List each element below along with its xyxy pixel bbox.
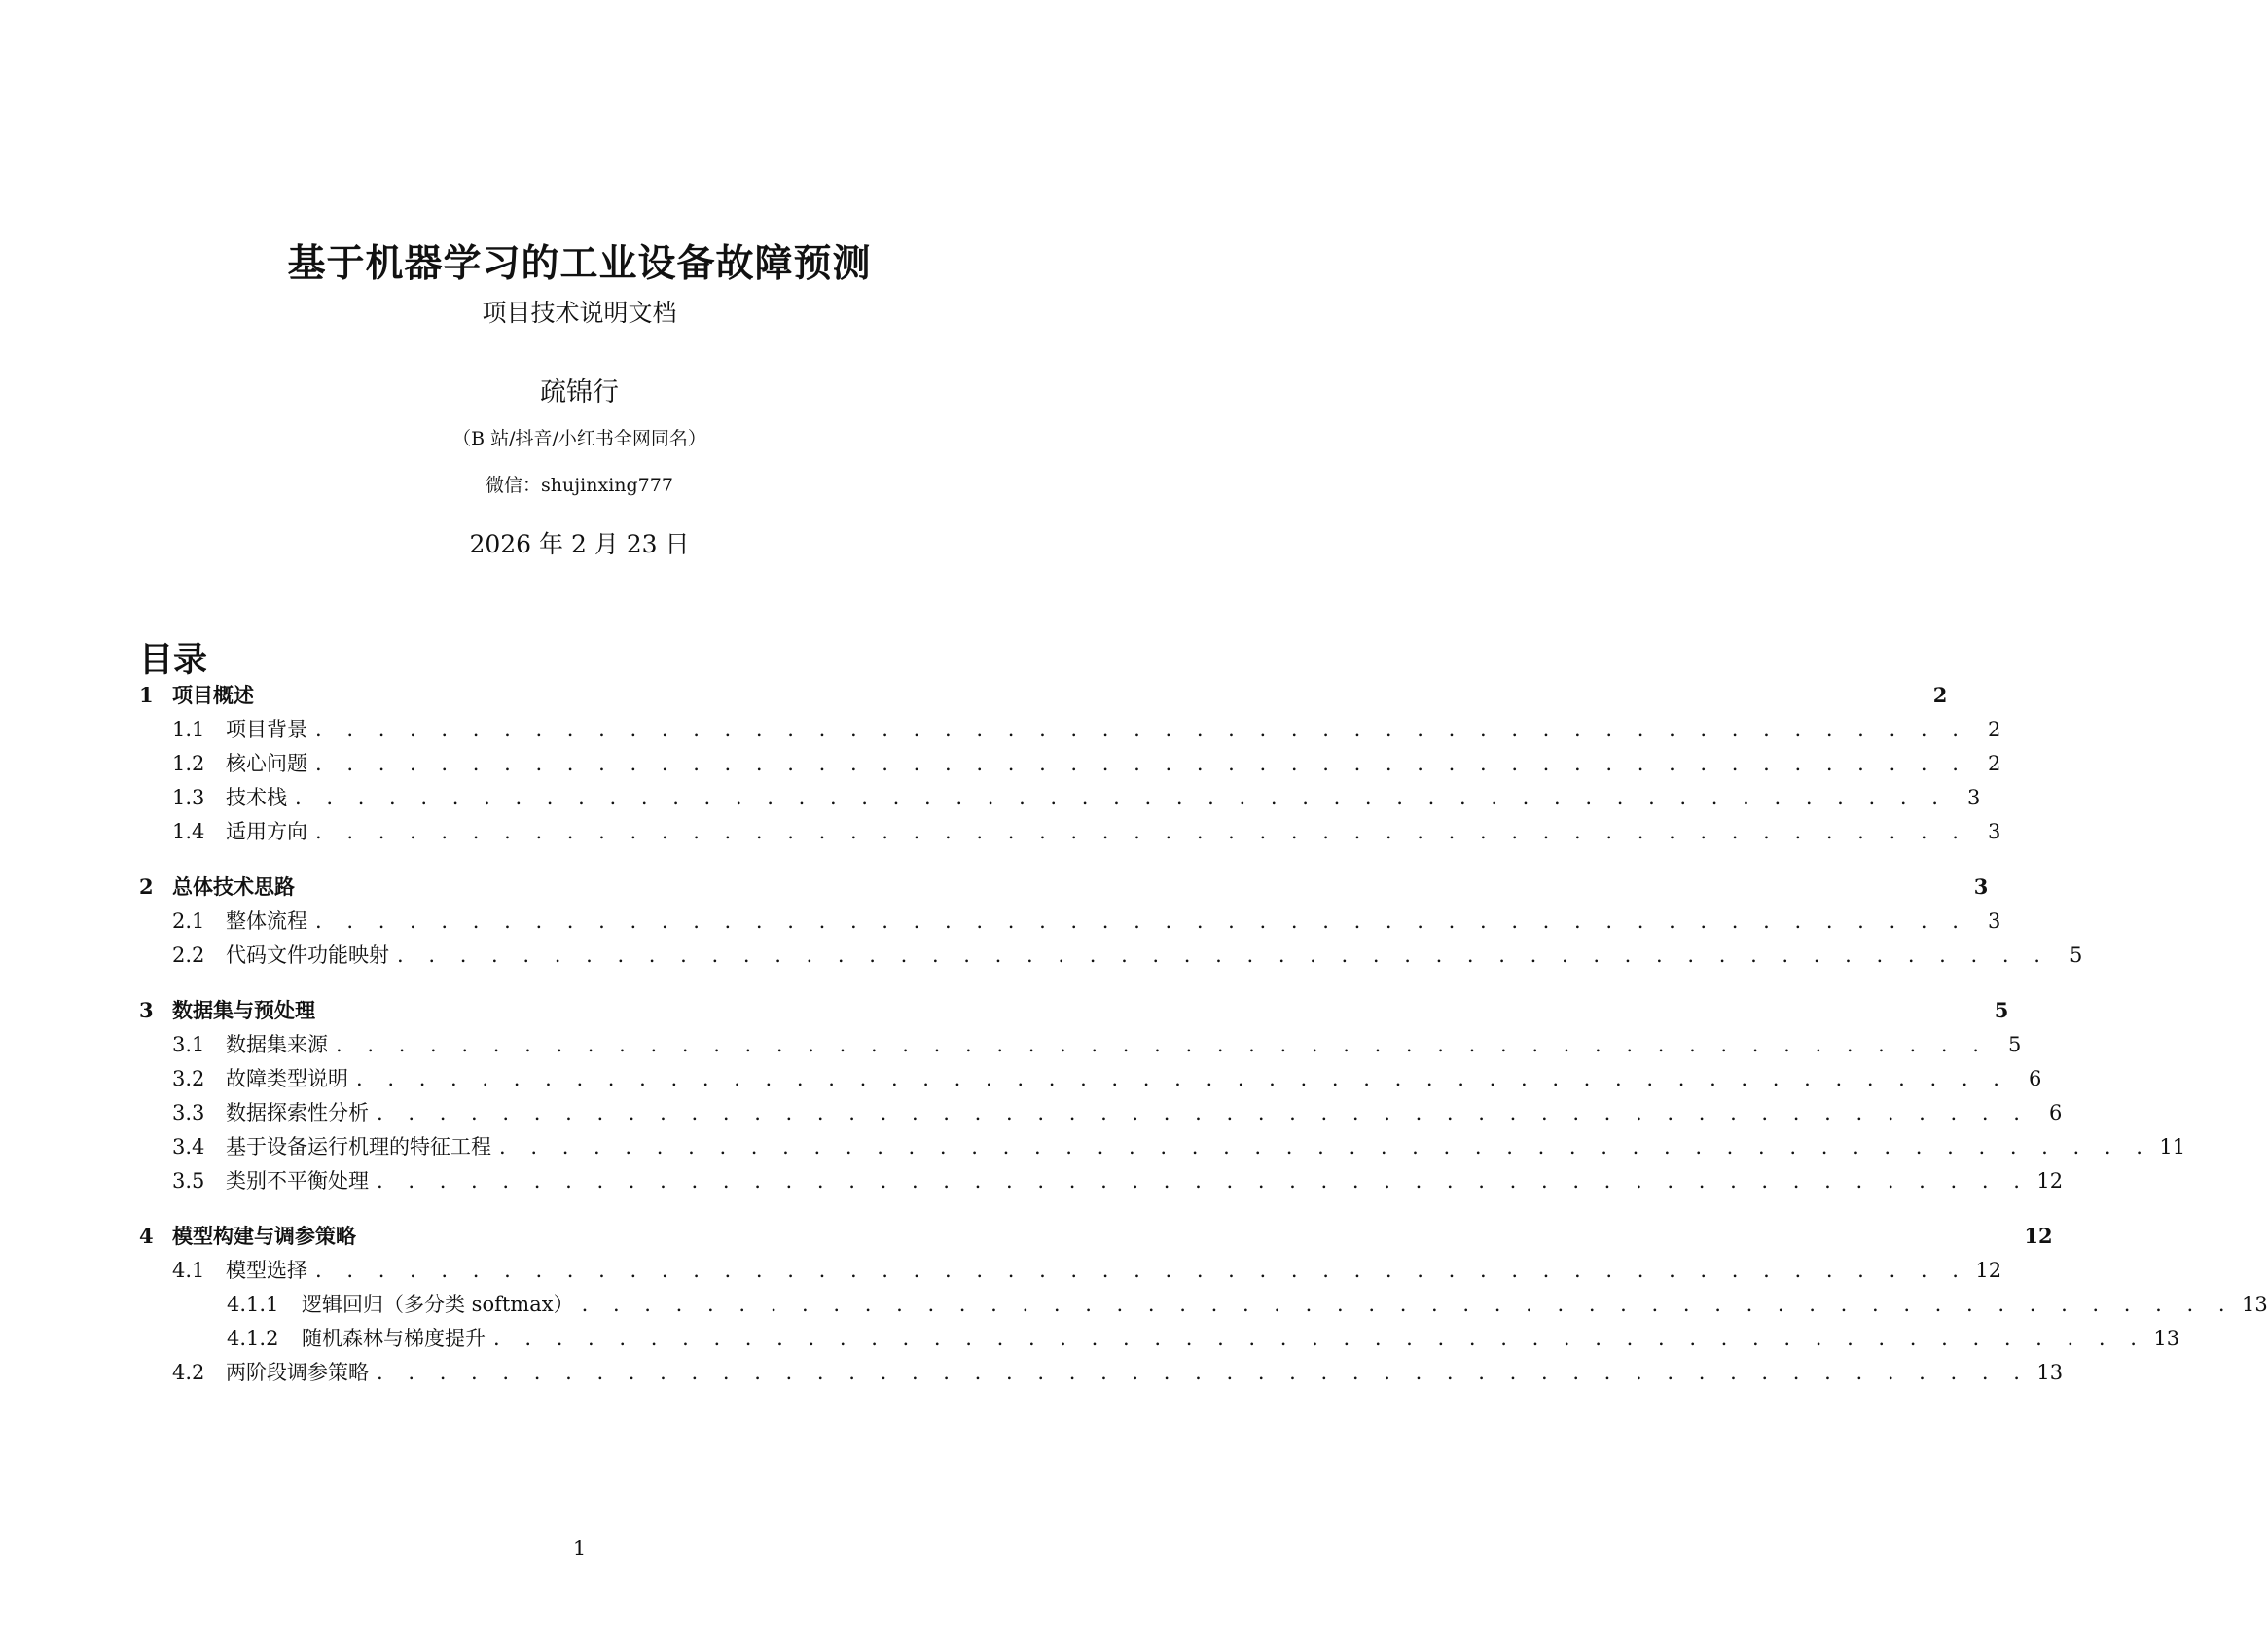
author-alias: （B 站/抖音/小红书全网同名） (452, 428, 706, 449)
toc-entry-label: 模型选择 (226, 1259, 307, 1282)
toc-entry-page: 13 (2153, 1327, 2180, 1350)
toc-leader-dots: . . . . . . . . . . . . . . . . . . . . . . . . . . . . . . . . . . . . . . . . . . . . . . . . . . . . . (315, 752, 1968, 775)
toc-entry-page: 5 (2070, 944, 2083, 967)
document-date: 2026 年 2 月 23 日 (469, 530, 690, 558)
toc-entry-page: 11 (2159, 1135, 2186, 1158)
toc-entry-page: 12 (2024, 1224, 2053, 1248)
toc-entry[interactable] (172, 817, 2001, 846)
toc-entry-page: 6 (2049, 1101, 2063, 1124)
toc-entry-label: 核心问题 (226, 752, 307, 775)
toc-entry-label: 数据探索性分析 (226, 1101, 369, 1124)
toc-entry[interactable] (172, 783, 1981, 812)
toc-entry-label: 数据集与预处理 (172, 998, 315, 1022)
toc-leader-dots: . . . . . . . . . . . . . . . . . . . . . . . . . . . . . . . . . . . . . . . . . . . . . . . . . . . . . (336, 1033, 1989, 1056)
toc-leader-dots: . . . . . . . . . . . . . . . . . . . . . . . . . . . . . . . . . . . . . . . . . . . . . . . . . . . . . (377, 1361, 2030, 1384)
toc-leader-dots: . . . . . . . . . . . . . . . . . . . . . . . . . . . . . . . . . . . . . . . . . . . . . . . . . . . . . (295, 786, 1948, 809)
toc-entry-label: 随机森林与梯度提升 (302, 1327, 486, 1350)
toc-entry-page: 3 (1973, 874, 1989, 899)
toc-leader-dots: . . . . . . . . . . . . . . . . . . . . . . . . . . . . . . . . . . . . . . . . . . . . . . . . . . . . . (315, 820, 1968, 843)
toc-entry[interactable] (172, 1166, 2064, 1195)
toc-leader-dots: . . . . . . . . . . . . . . . . . . . . . . . . . . . . . . . . . . . . . . . . . . . . . . . . . . . . . (581, 1293, 2234, 1316)
toc-entry-page: 5 (2008, 1033, 2022, 1056)
toc-heading: 目录 (139, 640, 208, 680)
toc-leader-dots: . . . . . . . . . . . . . . . . . . . . . . . . . . . . . . . . . . . . . . . . . . . . . . . . . . . . . (315, 718, 1968, 741)
toc-entry-number: 3 (139, 998, 154, 1022)
author-wechat: 微信：shujinxing777 (486, 475, 673, 496)
toc-entry[interactable] (172, 715, 2001, 744)
toc-entry-page: 2 (1988, 752, 2001, 775)
toc-leader-dots: . . . . . . . . . . . . . . . . . . . . . . . . . . . . . . . . . . . . . . . . . . . . . . . . . . . . . (315, 1259, 1968, 1282)
toc-entry-page: 3 (1988, 820, 2001, 843)
toc-entry-label: 类别不平衡处理 (226, 1169, 369, 1193)
toc-entry-number: 1 (139, 683, 154, 707)
toc-entry-number: 2 (139, 874, 154, 899)
toc-entry-label: 数据集来源 (226, 1033, 328, 1056)
toc-entry-number: 4.1.2 (227, 1327, 279, 1350)
toc-entry-label: 代码文件功能映射 (226, 944, 389, 967)
toc-entry[interactable] (172, 1064, 2042, 1093)
toc-leader-dots: . . . . . . . . . . . . . . . . . . . . . . . . . . . . . . . . . . . . . . . . . . . . . . . . . . . . . (356, 1067, 2009, 1090)
toc-entry-number: 1.2 (172, 752, 205, 775)
toc-entry-page: 2 (1932, 683, 1948, 707)
toc-entry-page: 3 (1967, 786, 1981, 809)
document-subtitle: 项目技术说明文档 (482, 299, 677, 327)
toc-entry[interactable] (227, 1324, 2180, 1353)
toc-entry-page: 3 (1988, 909, 2001, 933)
toc-entry-number: 3.2 (172, 1067, 205, 1090)
toc-entry-label: 整体流程 (226, 909, 307, 933)
toc-leader-dots: . . . . . . . . . . . . . . . . . . . . . . . . . . . . . . . . . . . . . . . . . . . . . . . . . . . . . (493, 1327, 2146, 1350)
toc-entry-page: 2 (1988, 718, 2001, 741)
toc-entry-page: 5 (1994, 998, 2009, 1022)
toc-entry-number: 3.5 (172, 1169, 205, 1193)
toc-entry[interactable] (139, 681, 1948, 710)
toc-entry-page: 13 (2242, 1293, 2268, 1316)
toc-entry-number: 1.3 (172, 786, 205, 809)
toc-entry-number: 4 (139, 1224, 154, 1248)
toc-leader-dots: . . . . . . . . . . . . . . . . . . . . . . . . . . . . . . . . . . . . . . . . . . . . . . . . . . . . . (315, 909, 1968, 933)
toc-entry-label: 项目概述 (172, 683, 254, 707)
toc-entry-label: 项目背景 (226, 718, 307, 741)
toc-entry[interactable] (172, 1098, 2063, 1127)
toc-entry[interactable] (172, 749, 2001, 778)
toc-entry[interactable] (139, 1222, 2053, 1251)
toc-entry[interactable] (172, 1030, 2022, 1059)
toc-entry-number: 3.4 (172, 1135, 205, 1158)
toc-leader-dots: . . . . . . . . . . . . . . . . . . . . . . . . . . . . . . . . . . . . . . . . . . . . . . . . . . . . . (377, 1101, 2030, 1124)
toc-leader-dots: . . . . . . . . . . . . . . . . . . . . . . . . . . . . . . . . . . . . . . . . . . . . . . . . . . . . . (397, 944, 2050, 967)
toc-entry-number: 1.4 (172, 820, 205, 843)
toc-entry-number: 4.2 (172, 1361, 205, 1384)
toc-entry-label: 模型构建与调参策略 (172, 1224, 356, 1248)
toc-entry-label: 总体技术思路 (172, 874, 295, 899)
toc-entry-page: 6 (2029, 1067, 2042, 1090)
toc-entry-label: 故障类型说明 (226, 1067, 348, 1090)
toc-entry-label: 适用方向 (226, 820, 307, 843)
toc-entry-label: 基于设备运行机理的特征工程 (226, 1135, 491, 1158)
toc-entry-number: 4.1 (172, 1259, 205, 1282)
toc-entry[interactable] (172, 1256, 2002, 1285)
toc-entry-page: 13 (2036, 1361, 2064, 1384)
toc-entry-number: 4.1.1 (227, 1293, 279, 1316)
author-name: 疏锦行 (540, 377, 619, 408)
toc-entry-number: 3.3 (172, 1101, 205, 1124)
toc-entry-number: 2.2 (172, 944, 205, 967)
toc-leader-dots: . . . . . . . . . . . . . . . . . . . . . . . . . . . . . . . . . . . . . . . . . . . . . . . . . . . . . (377, 1169, 2030, 1193)
toc-entry[interactable] (172, 941, 2083, 970)
toc-entry-number: 1.1 (172, 718, 205, 741)
toc-entry-page: 12 (1975, 1259, 2002, 1282)
toc-entry-label: 逻辑回归（多分类 softmax） (302, 1293, 574, 1316)
toc-entry-number: 2.1 (172, 909, 205, 933)
toc-entry-page: 12 (2036, 1169, 2064, 1193)
toc-entry[interactable] (172, 1358, 2064, 1387)
toc-entry[interactable] (139, 872, 1989, 902)
toc-entry[interactable] (139, 996, 2009, 1025)
toc-entry-label: 两阶段调参策略 (226, 1361, 369, 1384)
document-title: 基于机器学习的工业设备故障预测 (287, 241, 872, 286)
toc-entry[interactable] (227, 1290, 2268, 1319)
toc-entry[interactable] (172, 1132, 2186, 1161)
toc-entry-number: 3.1 (172, 1033, 205, 1056)
toc-entry-label: 技术栈 (226, 786, 287, 809)
page-number: 1 (572, 1537, 587, 1560)
toc-leader-dots: . . . . . . . . . . . . . . . . . . . . . . . . . . . . . . . . . . . . . . . . . . . . . . . . . . . . . (499, 1135, 2152, 1158)
toc-entry[interactable] (172, 907, 2001, 936)
